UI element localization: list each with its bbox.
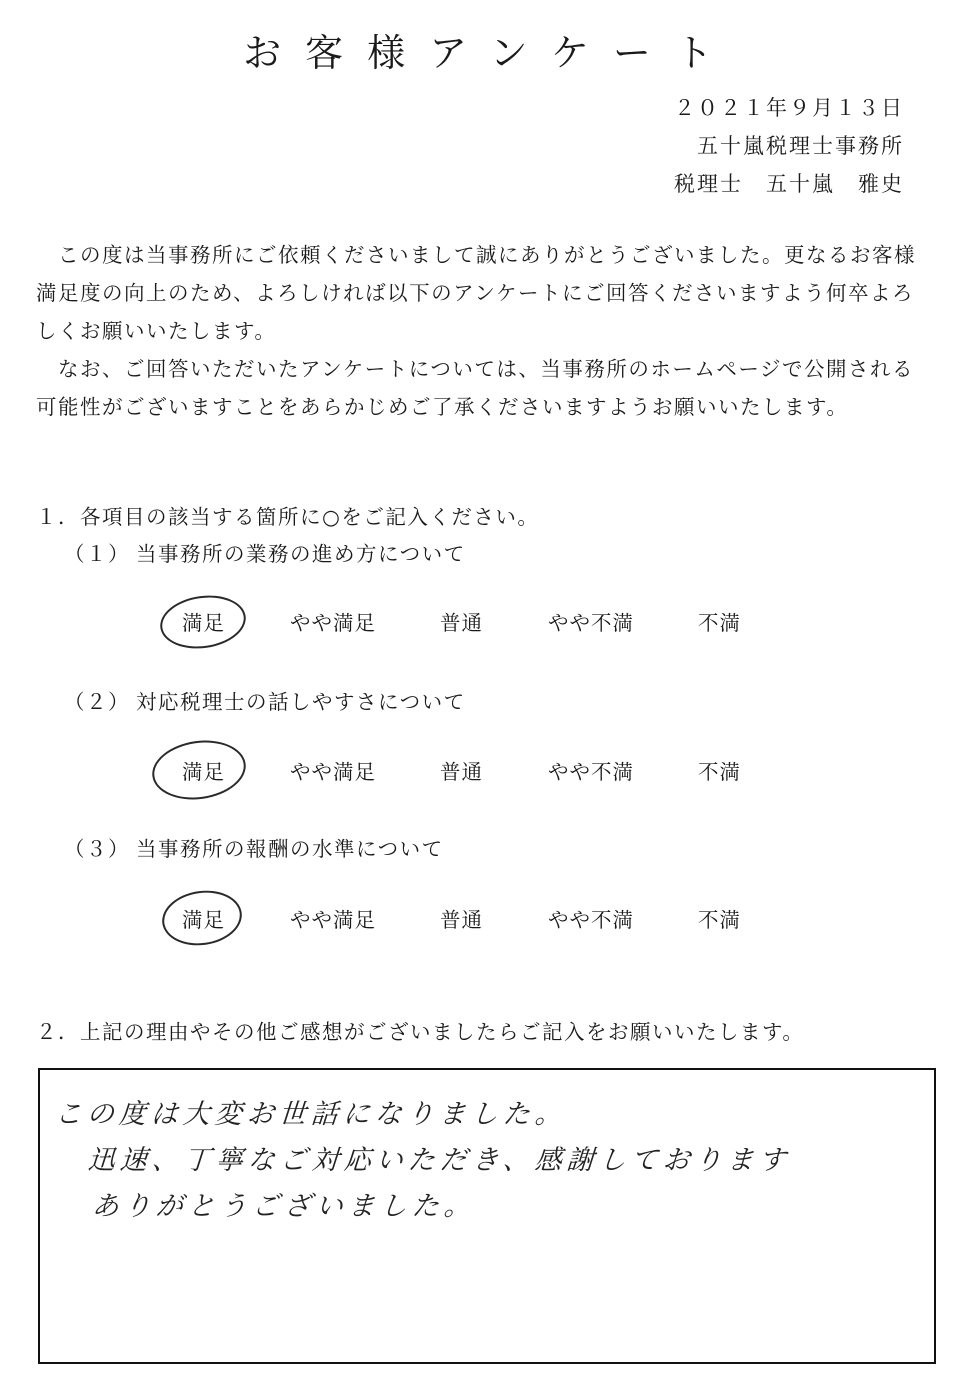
intro-line: 満足度の向上のため、よろしければ以下のアンケートにご回答くださいますよう何卒よろ	[36, 281, 914, 305]
question-1	[64, 537, 466, 567]
option-dissatisfied[interactable]: 不満	[698, 760, 741, 784]
section1-heading: １．各項目の該当する箇所に○をご記入ください。	[36, 505, 540, 529]
question-3	[64, 832, 444, 862]
intro-line: 可能性がございますことをあらかじめご了承くださいますようお願いいたします。	[36, 395, 849, 419]
office-name: 五十嵐税理士事務所	[697, 134, 904, 158]
options-row-3	[0, 903, 980, 943]
survey-date: ２０２１年９月１３日	[674, 96, 904, 120]
question-number: （１）	[64, 542, 130, 566]
question-2	[64, 685, 466, 715]
page-title: お客様アンケート	[243, 31, 737, 75]
intro-line: なお、ご回答いただいたアンケートについては、当事務所のホームページで公開される	[58, 357, 914, 381]
question-text: 対応税理士の話しやすさについて	[136, 690, 466, 714]
intro-paragraph-1	[36, 236, 936, 350]
question-text: 当事務所の報酬の水準について	[136, 837, 444, 861]
option-somewhat-satisfied[interactable]: やや満足	[290, 908, 376, 932]
option-neutral[interactable]: 普通	[440, 908, 483, 932]
options-row-1	[0, 606, 980, 646]
handwritten-comment-line: 迅速、丁寧なご対応いただき、感謝しております	[86, 1145, 792, 1176]
option-somewhat-dissatisfied[interactable]: やや不満	[548, 908, 634, 932]
section2-heading: ２．上記の理由やその他ご感想がございましたらご記入をお願いいたします。	[36, 1020, 805, 1044]
intro-paragraph-2	[36, 350, 936, 426]
option-dissatisfied[interactable]: 不満	[698, 611, 741, 635]
option-somewhat-satisfied[interactable]: やや満足	[290, 611, 376, 635]
intro-line: この度は当事務所にご依頼くださいまして誠にありがとうございました。更なるお客様	[58, 243, 916, 267]
question-number: （２）	[64, 690, 130, 714]
author-name: 税理士 五十嵐 雅史	[674, 172, 904, 196]
handwritten-comment-line: この度は大変お世話になりました。	[53, 1099, 568, 1130]
option-neutral[interactable]: 普通	[440, 760, 483, 784]
option-somewhat-dissatisfied[interactable]: やや不満	[548, 611, 634, 635]
question-text: 当事務所の業務の進め方について	[136, 542, 466, 566]
option-somewhat-dissatisfied[interactable]: やや不満	[548, 760, 634, 784]
option-dissatisfied[interactable]: 不満	[698, 908, 741, 932]
option-satisfied[interactable]: 満足	[182, 760, 225, 784]
options-row-2	[0, 755, 980, 795]
handwritten-comment-line: ありがとうございました。	[90, 1191, 477, 1222]
option-neutral[interactable]: 普通	[440, 611, 483, 635]
question-number: （３）	[64, 837, 130, 861]
option-satisfied[interactable]: 満足	[182, 908, 225, 932]
option-satisfied[interactable]: 満足	[182, 611, 225, 635]
intro-line: しくお願いいたします。	[36, 319, 277, 343]
option-somewhat-satisfied[interactable]: やや満足	[290, 760, 376, 784]
